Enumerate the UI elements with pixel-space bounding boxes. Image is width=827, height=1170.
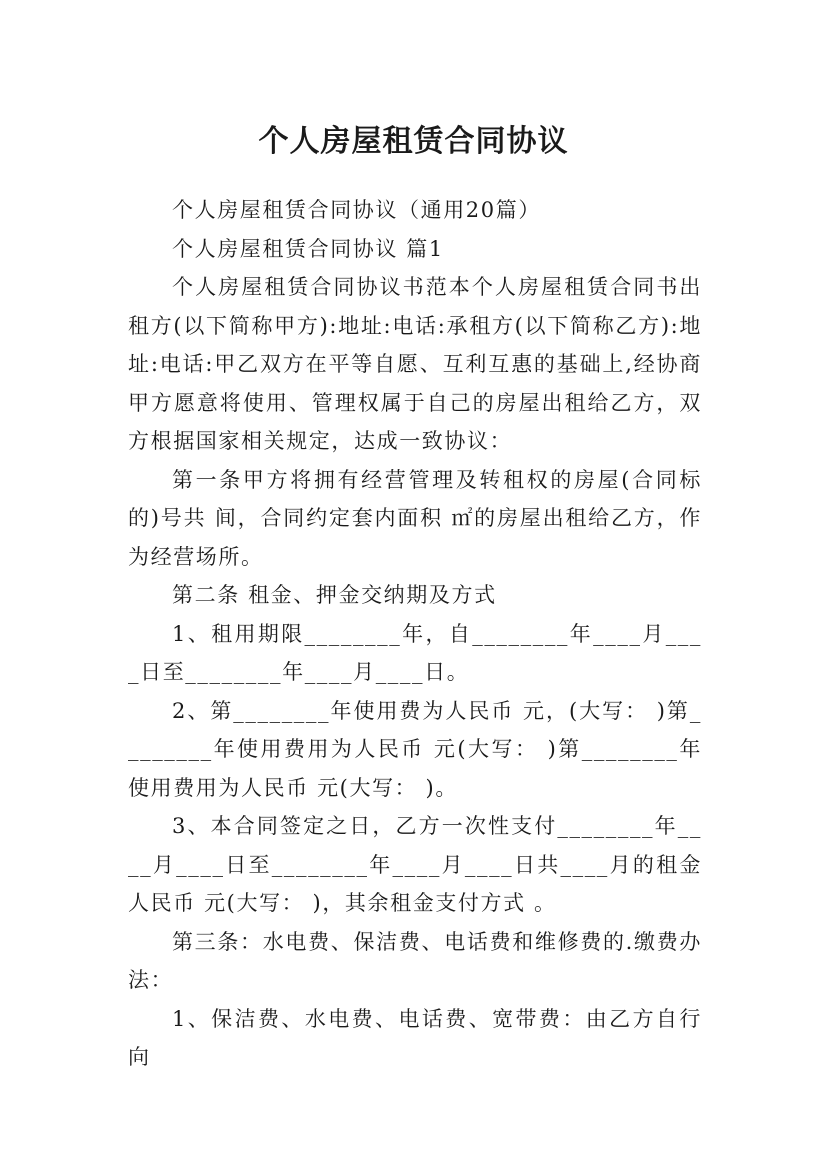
paragraph-article-3-clause-1: 1、保洁费、水电费、电话费、宽带费：由乙方自行向 bbox=[128, 1006, 702, 1069]
paragraph-article-1: 第一条甲方将拥有经营管理及转租权的房屋(合同标的)号共 间，合同约定套内面积 ㎡的房屋出租给乙方，作为经营场所。 bbox=[128, 467, 702, 569]
paragraph-clause-3: 3、本合同签定之日，乙方一次性支付________年____月____日至________年____月____日共____月的租金人民币 元(大写： )，其余租金支付方式 。 bbox=[128, 814, 702, 915]
document-body bbox=[128, 191, 702, 1077]
document-title: 个人房屋租赁合同协议 bbox=[258, 124, 569, 160]
paragraph-article-3-heading: 第三条：水电费、保洁费、电话费和维修费的.缴费办法： bbox=[128, 929, 702, 992]
paragraph-intro: 个人房屋租赁合同协议书范本个人房屋租赁合同书出租方(以下简称甲方):地址:电话:承租方(以下简称乙方):地址:电话:甲乙双方在平等自愿、互利互惠的基础上,经协商甲方愿意将使用、管理权属于自己的房屋出租给乙方，双方根据国家相关规定，达成一致协议： bbox=[128, 275, 702, 453]
paragraph-section-heading: 个人房屋租赁合同协议 篇1 bbox=[172, 236, 444, 261]
paragraph-article-2-heading: 第二条 租金、押金交纳期及方式 bbox=[172, 583, 497, 607]
paragraph-clause-1: 1、租用期限________年，自________年____月____日至________年____月____日。 bbox=[128, 621, 702, 684]
paragraph-subtitle: 个人房屋租赁合同协议（通用20篇） bbox=[172, 198, 541, 222]
paragraph-clause-2: 2、第________年使用费为人民币 元，(大写： )第________年使用费用为人民币 元(大写： )第________年使用费用为人民币 元(大写： )。 bbox=[128, 698, 702, 800]
